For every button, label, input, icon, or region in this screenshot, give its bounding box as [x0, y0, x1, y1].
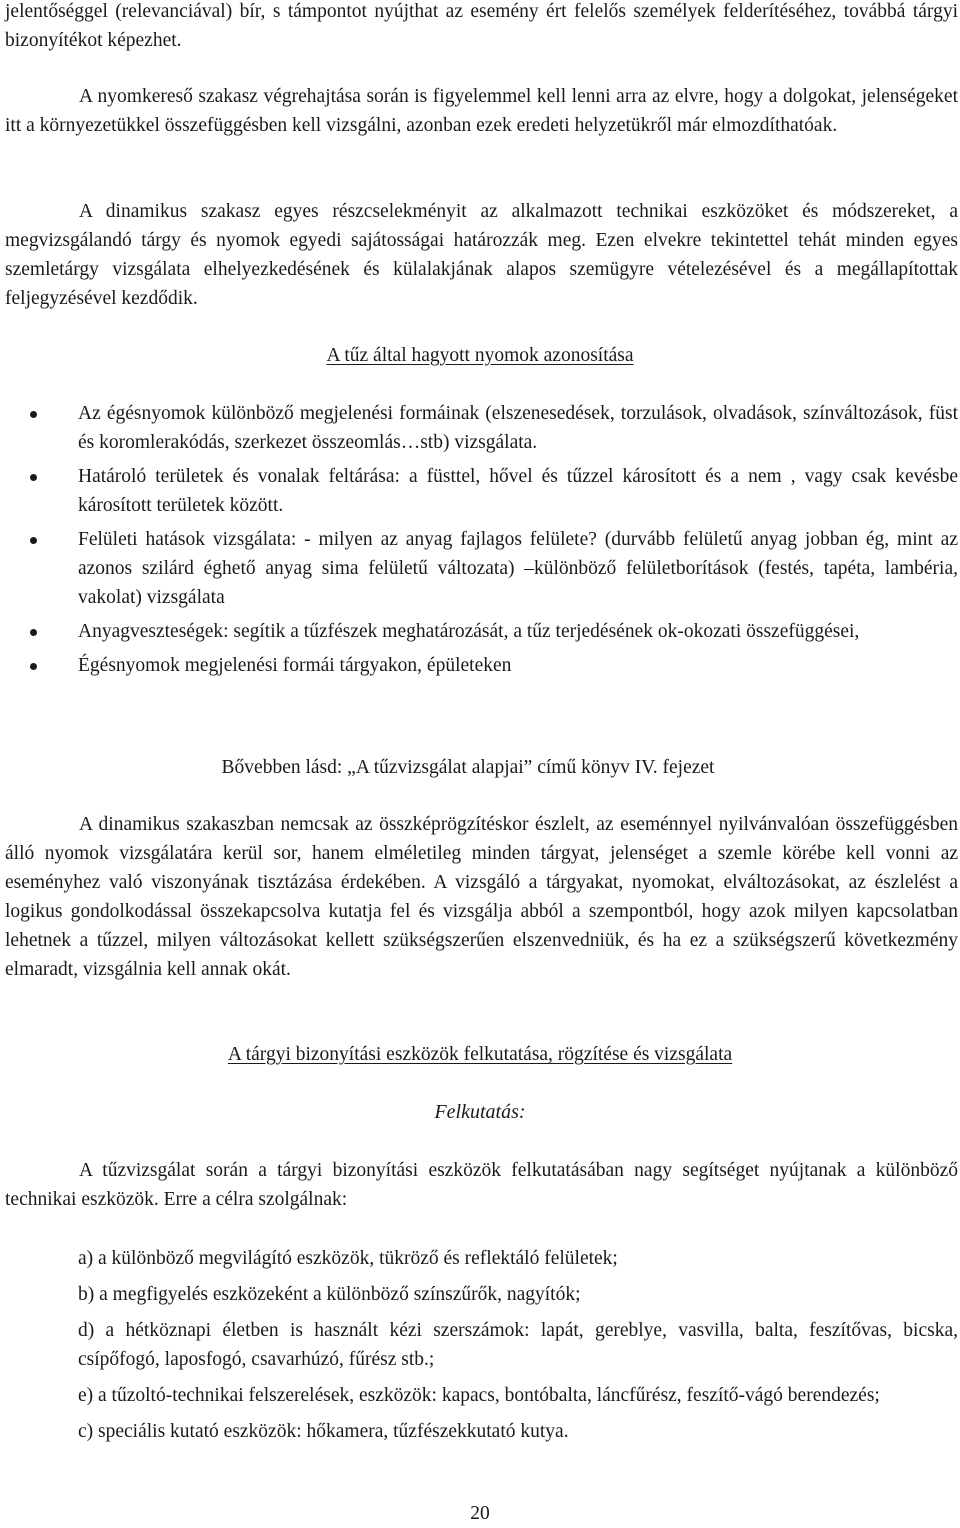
section-heading-fire-traces: A tűz által hagyott nyomok azonosítása: [326, 345, 634, 366]
list-item: d) a hétköznapi életben is használt kézi szerszámok: lapát, gereblye, vasvilla, balta, feszítővas, bicska, csípőfogó, laposfogó, csavarhúzó, fűrész stb.;: [78, 1320, 958, 1370]
subheading-felkutatas: Felkutatás:: [434, 1101, 526, 1123]
paragraph-dinamikus: A dinamikus szakasz egyes részcselekményit az alkalmazott technikai eszközöket és módszereket, a megvizsgálandó tárgy és nyomok egyedi sajátosságai határozzák meg. Ezen elvekre tekintettel tehát minden egyes szemletárgy vizsgálata elhelyezkedésének és külalakjának alapos szemügyre vételezésével és a megállapítottak feljegyzésével kezdődik.: [5, 201, 958, 309]
tools-list: [78, 1244, 958, 1453]
paragraph-nyomkereso: A nyomkereső szakasz végrehajtása során is figyelemmel kell lenni arra az elvre, hogy a dolgokat, jelenségeket itt a környezetükkel összefüggésben kell vizsgálni, azonban ezek eredeti helyzetükről már elmozdíthatóak.: [5, 86, 958, 136]
bullet-icon: [30, 474, 37, 481]
bullet-icon: [30, 537, 37, 544]
list-item: c) speciális kutató eszközök: hőkamera, tűzfészekkutató kutya.: [78, 1421, 569, 1442]
reference-line: Bővebben lásd: „A tűzvizsgálat alapjai” című könyv IV. fejezet: [221, 757, 715, 778]
bullet-item: Égésnyomok megjelenési formái tárgyakon, épületeken: [0, 651, 958, 680]
page-number: 20: [470, 1503, 490, 1524]
bullet-item: Anyagveszteségek: segítik a tűzfészek meghatározását, a tűz terjedésének ok-okozati összefüggései,: [0, 617, 958, 646]
bullet-icon: [30, 411, 37, 418]
list-item: b) a megfigyelés eszközeként a különböző színszűrők, nagyítók;: [78, 1284, 581, 1305]
paragraph-dinamikus-szakaszban: A dinamikus szakaszban nemcsak az összképrögzítéskor észlelt, az eseménnyel nyilvánvalóan összefüggésben álló nyomok vizsgálatára kerül sor, hanem elméletileg minden tárgyat, jelenséget a szemle körébe kell vonni az eseményhez való viszonyának tisztázása érdekében. A vizsgáló a tárgyakat, nyomokat, elváltozásokat, az észlelést a logikus gondolkodással összekapcsolva kutatja fel és vizsgálja abból a szempontból, hogy azok milyen kapcsolatban lehetnek a tűzzel, milyen változásokat kellett szükségszerűen elszenvedniük, és ha ez a szükségszerű következmény elmaradt, vizsgálnia kell annak okát.: [5, 814, 958, 980]
paragraph-intro-continued: jelentőséggel (relevanciával) bír, s támpontot nyújthat az esemény ért felelős személyek felderítéséhez, továbbá tárgyi bizonyítékot képezhet.: [5, 1, 958, 51]
paragraph-tuzvizsgalat: A tűzvizsgálat során a tárgyi bizonyítási eszközök felkutatásában nagy segítséget nyújtanak a különböző technikai eszközök. Erre a célra szolgálnak:: [5, 1160, 958, 1210]
list-item: a) a különböző megvilágító eszközök, tükröző és reflektáló felületek;: [78, 1248, 618, 1269]
bullet-icon: [30, 629, 37, 636]
section-heading-evidence: A tárgyi bizonyítási eszközök felkutatása, rögzítése és vizsgálata: [227, 1044, 733, 1065]
list-item: e) a tűzoltó-technikai felszerelések, eszközök: kapacs, bontóbalta, láncfűrész, feszítő-vágó berendezés;: [78, 1385, 880, 1406]
bullet-item: Határoló területek és vonalak feltárása: a füsttel, hővel és tűzzel károsított és a nem , vagy csak kevésbe károsított területek között.: [0, 462, 958, 520]
bullet-item: Felületi hatások vizsgálata: - milyen az anyag fajlagos felülete? (durvább felületű anyag jobban ég, mint az azonos szilárd éghető anyag sima felületű változata) –különböző felületborítások (festés, tapéta, lambéria, vakolat) vizsgálata: [0, 525, 958, 612]
bullet-list-fire-traces: [0, 399, 958, 685]
bullet-item: Az égésnyomok különböző megjelenési formáinak (elszenesedések, torzulások, olvadások, színváltozások, füst és koromlerakódás, szerkezet összeomlás…stb) vizsgálata.: [0, 399, 958, 457]
bullet-icon: [30, 663, 37, 670]
